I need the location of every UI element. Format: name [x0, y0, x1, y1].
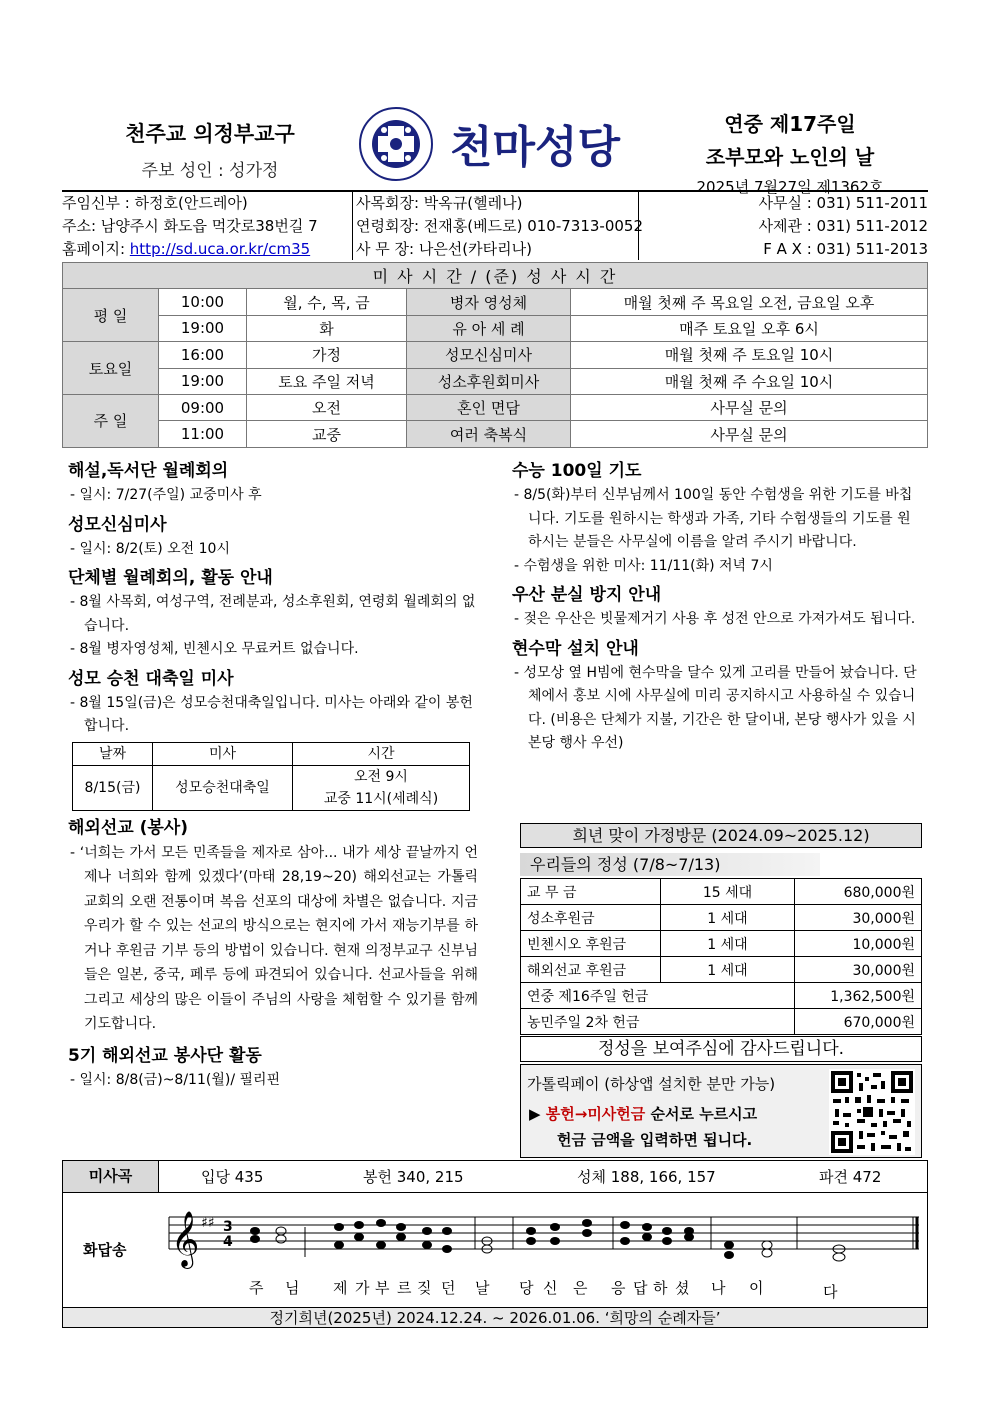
sacrament-when: 매월 첫째 주 토요일 10시 — [571, 342, 928, 368]
table-row — [521, 983, 922, 1009]
fax-number: F A X : 031) 511-2013 — [763, 240, 928, 258]
issue-date: 2025년 7월27일 제1362호 — [696, 178, 884, 196]
notice-line: - 8월 사목회, 여성구역, 전례분과, 성소후원회, 연령회 월례회의 없습니다. — [70, 594, 476, 634]
offering-table — [520, 878, 922, 1035]
offering-name: 성소후원금 — [521, 905, 661, 931]
offering-amount: 680,000원 — [795, 879, 922, 905]
lyric-syllable: 은 — [573, 1279, 588, 1297]
pay-line-2: 헌금 금액을 입력하면 됩니다. — [557, 1131, 753, 1149]
mass-desc: 토요 주일 저녁 — [247, 368, 407, 394]
notice-line: - 일시: 8/2(토) 오전 10시 — [70, 540, 230, 557]
mass-time: 19:00 — [159, 315, 247, 341]
pastor: 주임신부 : 하정호(안드레아) — [62, 194, 248, 212]
council-head: 사목회장: 박옥규(헬레나) — [356, 194, 523, 212]
time-sig-top: 3 — [223, 1219, 233, 1235]
left-column — [68, 454, 478, 1092]
section-title: 현수막 설치 안내 — [512, 638, 639, 659]
mass-desc: 가정 — [247, 342, 407, 368]
offering-amount: 30,000원 — [795, 957, 922, 983]
address: 주소: 남양주시 화도읍 먹갓로38번길 7 — [62, 217, 318, 235]
table-row — [521, 957, 922, 983]
mass-times — [293, 765, 470, 810]
notice-line: - 수험생을 위한 미사: 11/11(화) 저녁 7시 — [514, 557, 773, 574]
table-row — [63, 315, 928, 341]
offering-amount: 1,362,500원 — [795, 983, 922, 1009]
rectory-phone: 사제관 : 031) 511-2012 — [758, 217, 928, 235]
section-title: 성모신심미사 — [68, 514, 167, 535]
table-row — [521, 931, 922, 957]
arrow-icon: ▶ — [529, 1105, 546, 1123]
parish-logo — [358, 104, 648, 184]
offering-name: 교 무 금 — [521, 879, 661, 905]
sacrament-name: 유 아 세 례 — [407, 315, 571, 341]
music-section — [62, 1160, 928, 1327]
section-title: 해설,독서단 월례회의 — [68, 461, 229, 481]
sacrament-name: 성소후원회미사 — [407, 368, 571, 394]
sacrament-name: 성모신심미사 — [407, 342, 571, 368]
pay-path: 봉헌→미사헌금 — [545, 1105, 646, 1123]
notice-line: - ‘너희는 가서 모든 민족들을 제자로 삼아... 내가 세상 끝날까지 언제나 너희와 함께 있겠다’(마태 28,19~20) 해외선교는 가톨릭교회의 오랜 전통이며 복음 선포의 대상에 차별은 없습니다. 지금 우리가 할 수 있는 선교의 방식으로는 현지에 가서 재능기부를 하거나 후원금 기부 등의 방법이 있습니다. 현재 의정부교구 신부님들은 일본, 중국, 페루 등에 파견되어 있습니다. 선교사들을 위해 그리고 세상의 많은 이들이 주님의 사랑을 체험할 수 있기를 함께 기도합니다. — [70, 844, 478, 1032]
right-column — [512, 454, 922, 756]
lyric-syllable: 부 — [375, 1279, 390, 1297]
notice-line: - 8월 15일(금)은 성모승천대축일입니다. 미사는 아래와 같이 봉헌합니다. — [70, 694, 473, 734]
dismissal-hymn: 파견 472 — [819, 1168, 882, 1186]
section-title: 단체별 월례회의, 활동 안내 — [68, 568, 273, 588]
psalm-lyrics — [249, 1277, 909, 1301]
mass-songs-row — [63, 1161, 927, 1193]
table-header-row — [73, 742, 470, 765]
parish-seal-icon — [358, 104, 648, 184]
music-label: 미사곡 — [63, 1161, 159, 1192]
table-row — [63, 421, 928, 447]
pay-instruction: 순서로 누르시고 — [645, 1105, 758, 1123]
table-row — [521, 905, 922, 931]
lyric-syllable: 날 — [475, 1279, 490, 1297]
homepage-link[interactable]: http://sd.uca.or.kr/cm35 — [129, 240, 311, 258]
lyric-syllable: 하 — [653, 1279, 668, 1297]
notice-line: - 성모상 옆 H빔에 현수막을 달수 있게 고리를 만들어 놨습니다. 단체에서 홍보 시에 사무실에 미리 공지하시고 사용하실 수 있습니다. (비용은 단체가 지불, 기간은 한 달이내, 본당 행사가 있을 시 본당 행사 우선) — [514, 664, 917, 751]
day-saturday: 토요일 — [63, 342, 159, 395]
offering-title: 우리들의 정성 (7/8~7/13) — [520, 853, 820, 876]
treble-clef-icon: 𝄞 — [171, 1211, 200, 1267]
info-col-1 — [62, 192, 352, 261]
mass-time-1: 오전 9시 — [354, 768, 408, 785]
offering-count: 1 세대 — [661, 957, 795, 983]
sacrament-when: 매주 토요일 오후 6시 — [571, 315, 928, 341]
lyric-syllable: 님 — [285, 1279, 300, 1297]
section-title: 해외선교 (봉사) — [68, 817, 188, 838]
psalm-label: 화답송 — [83, 1241, 127, 1259]
secretary: 사 무 장: 나은선(카타리나) — [356, 240, 532, 258]
lyric-syllable: 답 — [633, 1279, 648, 1297]
liturgical-week: 연중 제17주일 — [724, 112, 856, 136]
sacrament-when: 사무실 문의 — [571, 421, 928, 447]
offertory-hymn: 봉헌 340, 215 — [363, 1168, 464, 1186]
communion-hymn: 성체 188, 166, 157 — [577, 1168, 716, 1186]
header-left — [95, 118, 325, 181]
offering-name: 연중 제16주일 헌금 — [521, 983, 795, 1009]
table-row — [73, 765, 470, 810]
sacrament-when: 매월 첫째 주 목요일 오전, 금요일 오후 — [571, 289, 928, 315]
lyric-syllable: 셨 — [675, 1279, 690, 1297]
office-phone: 사무실 : 031) 511-2011 — [758, 194, 928, 212]
qr-code-icon[interactable] — [829, 1069, 915, 1155]
day-weekday: 평 일 — [63, 289, 159, 342]
lyric-syllable: 이 — [749, 1279, 764, 1297]
lyric-syllable: 당 — [519, 1279, 534, 1297]
feast-day: 조부모와 노인의 날 — [705, 145, 875, 169]
notice-line: - 8/5(화)부터 신부님께서 100일 동안 수험생을 위한 기도를 바칩니다. 기도를 원하시는 학생과 가족, 기타 수험생들의 기도를 원하시는 분들은 사무실에 이름을 알려 주시기 바랍니다. — [514, 487, 913, 550]
mass-table-title: 미 사 시 간 / (준) 성 사 시 간 — [63, 263, 928, 289]
table-row — [63, 342, 928, 368]
sacrament-when: 매월 첫째 주 수요일 10시 — [571, 368, 928, 394]
mass-time: 11:00 — [159, 421, 247, 447]
mass-desc: 교중 — [247, 421, 407, 447]
lyric-syllable: 다 — [823, 1283, 838, 1301]
offering-count: 15 세대 — [661, 879, 795, 905]
offering-count: 1 세대 — [661, 905, 795, 931]
offering-name: 빈첸시오 후원금 — [521, 931, 661, 957]
offering-count: 1 세대 — [661, 931, 795, 957]
lyric-syllable: 르 — [397, 1279, 412, 1297]
table-row — [63, 289, 928, 315]
mass-desc: 오전 — [247, 394, 407, 420]
pay-title: 가톨릭페이 (하상앱 설치한 분만 가능) — [527, 1075, 776, 1093]
header-right — [660, 108, 920, 197]
lyric-syllable: 주 — [249, 1279, 264, 1297]
day-sunday: 주 일 — [63, 394, 159, 447]
mass-time: 10:00 — [159, 289, 247, 315]
mass-desc: 화 — [247, 315, 407, 341]
sacrament-name: 병자 영성체 — [407, 289, 571, 315]
sacrament-when: 사무실 문의 — [571, 394, 928, 420]
offering-name: 농민주일 2차 헌금 — [521, 1009, 795, 1035]
catholic-pay-box — [520, 1064, 922, 1158]
col-header: 시간 — [293, 742, 470, 765]
offering-amount: 670,000원 — [795, 1009, 922, 1035]
lyric-syllable: 던 — [441, 1279, 456, 1297]
jubilee-footer: 정기희년(2025년) 2024.12.24. ~ 2026.01.06. ‘희망의 순례자들’ — [62, 1307, 928, 1328]
section-title: 우산 분실 방지 안내 — [512, 585, 662, 605]
homepage-label: 홈페이지: — [62, 240, 130, 258]
thanks-banner: 정성을 보여주심에 감사드립니다. — [520, 1036, 922, 1062]
notice-line: - 일시: 8/8(금)~8/11(월)/ 필리핀 — [70, 1071, 281, 1088]
sacrament-name: 혼인 면담 — [407, 394, 571, 420]
lyric-syllable: 응 — [611, 1279, 626, 1297]
section-title: 성모 승천 대축일 미사 — [68, 668, 234, 689]
notice-line: - 일시: 7/27(주일) 교중미사 후 — [70, 487, 262, 503]
homepage — [62, 238, 352, 261]
section-title: 수능 100일 기도 — [512, 461, 642, 481]
lyric-syllable: 짖 — [417, 1279, 432, 1297]
table-row — [63, 394, 928, 420]
lyric-syllable: 신 — [543, 1279, 558, 1297]
lyric-syllable: 나 — [711, 1279, 726, 1297]
sacrament-name: 여러 축복식 — [407, 421, 571, 447]
offering-amount: 30,000원 — [795, 905, 922, 931]
info-block — [62, 190, 928, 260]
mass-schedule-table — [62, 262, 928, 448]
mass-time: 19:00 — [159, 368, 247, 394]
mass-name: 성모승천대축일 — [153, 765, 293, 810]
info-divider-1 — [352, 192, 354, 260]
table-row — [521, 879, 922, 905]
lyric-syllable: 제 — [333, 1279, 348, 1297]
info-divider-2 — [638, 192, 640, 260]
home-visit-bar: 희년 맞이 가정방문 (2024.09~2025.12) — [520, 823, 922, 848]
music-staff — [163, 1197, 923, 1277]
offering-name: 해외선교 후원금 — [521, 957, 661, 983]
col-header: 미사 — [153, 742, 293, 765]
mass-date: 8/15(금) — [73, 765, 153, 810]
lyric-syllable: 가 — [355, 1279, 370, 1297]
mass-time-2: 교중 11시(세례식) — [323, 790, 439, 807]
pay-line-1 — [529, 1103, 757, 1124]
section-title: 5기 해외선교 봉사단 활동 — [68, 1045, 262, 1066]
diocese-name: 천주교 의정부교구 — [125, 122, 295, 146]
offering-amount: 10,000원 — [795, 931, 922, 957]
federation-head: 연령회장: 전재홍(베드로) 010-7313-0052 — [356, 217, 643, 235]
info-col-2 — [356, 192, 646, 261]
info-col-3 — [648, 192, 928, 261]
mass-desc: 월, 수, 목, 금 — [247, 289, 407, 315]
time-sig-bottom: 4 — [223, 1234, 233, 1250]
mass-time: 16:00 — [159, 342, 247, 368]
notice-line: - 8월 병자영성체, 빈첸시오 무료커트 없습니다. — [70, 641, 359, 657]
col-header: 날짜 — [73, 742, 153, 765]
assumption-mass-table — [72, 742, 470, 811]
entrance-hymn: 입당 435 — [201, 1168, 264, 1186]
table-row — [521, 1009, 922, 1035]
parish-name: 천마성당 — [450, 122, 621, 173]
notice-line: - 젖은 우산은 빗물제거기 사용 후 성전 안으로 가져가셔도 됩니다. — [514, 611, 916, 627]
mass-time: 09:00 — [159, 394, 247, 420]
patron-saint: 주보 성인 : 성가정 — [141, 161, 279, 181]
table-row — [63, 368, 928, 394]
sharp-icon: ♯♯ — [201, 1215, 215, 1231]
